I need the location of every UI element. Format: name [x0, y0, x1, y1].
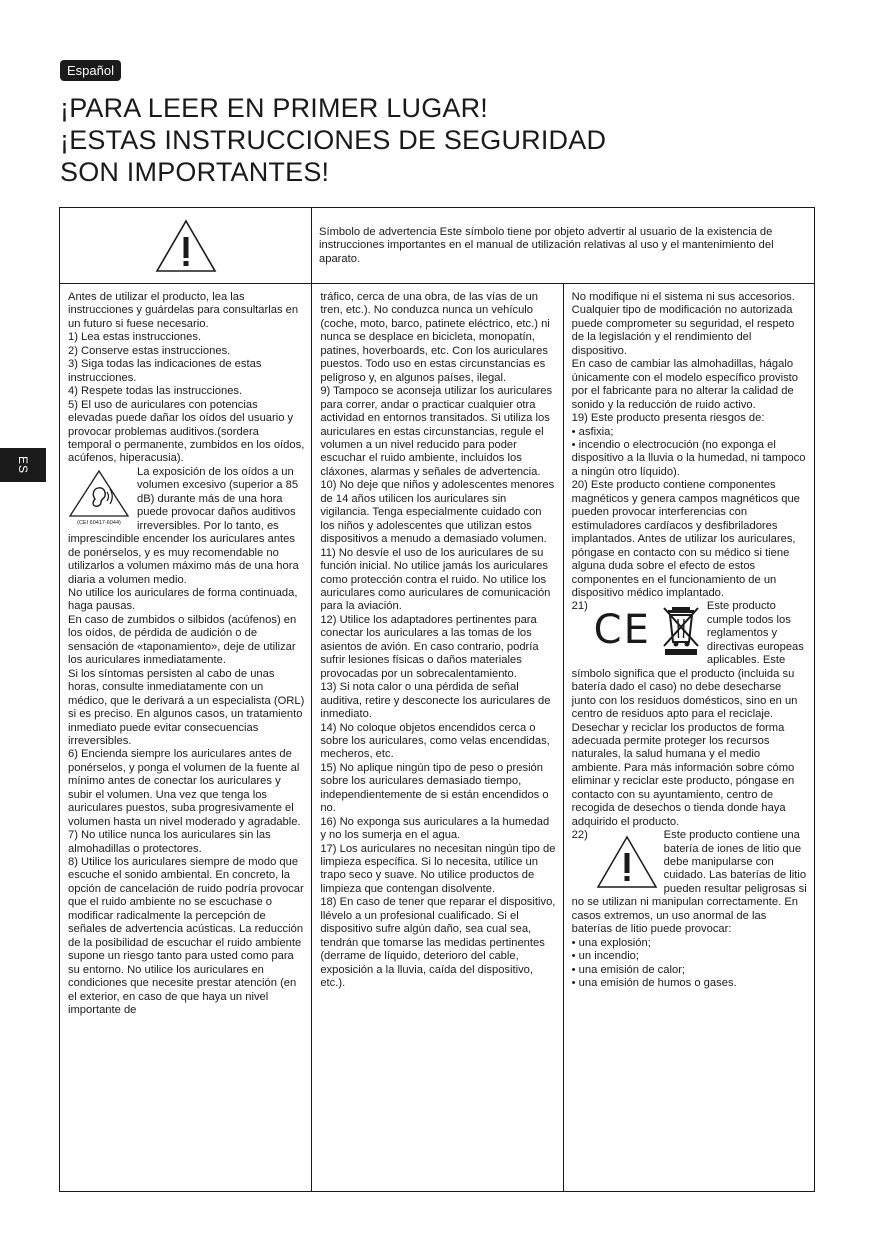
instruction-1: 1) Lea estas instrucciones.: [68, 331, 202, 344]
instruction-22-heat: • una emisión de calor;: [571, 963, 686, 976]
instruction-14: 14) No coloque objetos encendidos cerca o sobre los auriculares, como velas encendidas, mecheros, etc.: [320, 721, 550, 761]
warning-icon-cell: [60, 208, 312, 283]
instruction-22-smoke: • una emisión de humos o gases.: [571, 977, 737, 990]
modification-paragraph: No modifique ni el sistema ni sus accesorios. Cualquier tipo de modificación no autorizada puede comprometer su seguridad, el respeto de la legislación y el rendimiento del dispositivo.: [571, 291, 795, 357]
battery-warning-icon: [596, 835, 658, 893]
title-line-3: SON IMPORTANTES!: [60, 157, 330, 187]
instruction-12: 12) Utilice los adaptadores pertinentes para conectar los auriculares a las tomas de los asientos de avión. En caso contrario, podría sufrir lesiones físicas o daños materiales provocadas por un sobrecalentamiento.: [320, 613, 539, 680]
language-badge: Español: [60, 60, 121, 81]
instruction-20: 20) Este producto contiene componentes magnéticos y genera campos magnéticos que pueden provocar interferencias con estimuladores cardíacos y desfibriladores implantados. Antes de utilizar los auriculares, póngase en contacto con su médico si tiene alguna duda sobre el efecto de estos componentes en el funcionamiento de un dispositivo médico implantado.: [571, 479, 800, 599]
column-3: [563, 284, 814, 1191]
instruction-5-exposure: La exposición de los oídos a un volumen excesivo (superior a 85 dB) durante más de una hora puede provocar daños auditivos irreversibles. Por lo tanto, es imprescindible encender los auriculares antes de ponérselos, y es muy recomendable no utilizarlos a volumen máximo más de una hora diaria a volumen medio.: [68, 465, 299, 586]
instruction-5-pauses: No utilice los auriculares de forma continuada, haga pausas.: [68, 586, 298, 613]
instruction-22-explosion: • una explosión;: [571, 936, 651, 949]
instruction-21: Este producto cumple todos los reglamentos y directivas europeas aplicables. Este símbolo significa que el producto (incluida su batería dado el caso) no debe desecharse junto con los residuos domésticos, sino en un centro de residuos apto para el reciclaje. Desechar y reciclar los productos de forma adecuada permite proteger los recursos naturales, la salud humana y el medio ambiente. Para más información sobre cómo eliminar y reciclar este producto, póngase en contacto con su ayuntamiento, centro de recogida de desechos o tienda donde haya adquirido el producto.: [571, 600, 804, 828]
instruction-3: 3) Siga todas las indicaciones de estas instrucciones.: [68, 358, 262, 384]
instruction-22-fire: • un incendio;: [571, 950, 640, 963]
instruction-19-fire: • incendio o electrocución (no exponga el dispositivo a la lluvia o la humedad, ni tampoco a ningún otro líquido).: [571, 438, 806, 478]
page-title: [60, 92, 606, 188]
instruction-5: 5) El uso de auriculares con potencias elevadas puede dañar los oídos del usuario y provocar problemas auditivos.(sordera temporal o permanente, zumbidos en los oídos, acúfenos, hiperacusia).: [68, 398, 305, 465]
instruction-8: 8) Utilice los auriculares siempre de modo que escuche el sonido ambiental. En concreto, la opción de cancelación de ruido podría provocar que el ruido ambiente no se escuchase o modificar radicalmente la percepción de señales de advertencia acústicas. La reducción de la posibilidad de escuchar el ruido ambiente supone un riesgo tanto para usted como para su entorno. No utilice los auriculares en condiciones que necesite prestar atención (en el exterior, en caso de que haya un nivel importante de: [68, 856, 304, 1017]
instruction-7: 7) No utilice nunca los auriculares sin las almohadillas o protectores.: [68, 829, 271, 855]
instruction-13: 13) Si nota calor o una pérdida de señal auditiva, retire y desconecte los auriculares de inmediato.: [320, 681, 551, 721]
instruction-9: 9) Tampoco se aconseja utilizar los auriculares para correr, andar o practicar cualquier otra actividad en entornos transitados. Si utiliza los auriculares en estas circunstancias, regule el volumen a un nivel reducido para poder escuchar el ruido ambiente, incluidos los cláxones, alarmas y señales de advertencia.: [320, 385, 553, 478]
instruction-19-asphyxia: • asfixia;: [571, 425, 614, 438]
column-2: [311, 284, 562, 1191]
instruction-11: 11) No desvíe el uso de los auriculares de su función inicial. No utilice jamás los auriculares como protección contra el ruido. No utilice los auriculares como auriculares de comunicación para la aviación.: [320, 546, 551, 613]
instruction-16: 16) No exponga sus auriculares a la humedad y no los sumerja en el agua.: [320, 815, 550, 842]
ear-cushion-paragraph: En caso de cambiar las almohadillas, hágalo únicamente con el modelo específico provisto por el fabricante para no alterar la calidad de sonido y la reducción de ruido activo.: [571, 358, 799, 411]
intro-paragraph: Antes de utilizar el producto, lea las instrucciones y guárdelas para consultarlas en un futuro si fuese necesario.: [68, 291, 299, 330]
instruction-21-number: 21): [571, 600, 588, 613]
instruction-18: 18) En caso de tener que reparar el dispositivo, llévelo a un profesional cualificado. Si el dispositivo sufre algún daño, sea cual sea, tendrán que tomarse las medidas pertinentes (derrame de líquido, deterioro del cable, exposición a la lluvia, caída del dispositivo, etc.).: [320, 896, 556, 990]
instruction-17: 17) Los auriculares no necesitan ningún tipo de limpieza específica. Si lo necesita, utilice un trapo seco y suave. No utilice productos de limpieza que contengan disolvente.: [320, 842, 556, 895]
warning-triangle-icon: [154, 218, 218, 274]
instruction-8-continued: tráfico, cerca de una obra, de las vías de un tren, etc.). No conduzca nunca un vehículo (coche, moto, barco, patinete eléctrico, etc.) ni nunca se desplace en bicicleta, monopatín, patines, hoverboards, etc. Con los auriculares puestos. Todo uso en estas circunstancias es peligroso y, en algunos países, ilegal.: [320, 291, 550, 384]
instruction-2: 2) Conserve estas instrucciones.: [68, 344, 231, 357]
instruction-4: 4) Respete todas las instrucciones.: [68, 385, 243, 398]
title-line-2: ¡ESTAS INSTRUCCIONES DE SEGURIDAD: [60, 125, 607, 155]
instruction-10: 10) No deje que niños y adolescentes menores de 14 años utilicen los auriculares sin vigilancia. Tenga especialmente cuidado con los niños y adolescentes que utilizan estos dispositivos a menudo a demasiado volumen.: [320, 479, 555, 546]
instruction-5-symptoms: Si los síntomas persisten al cabo de unas horas, consulte inmediatamente con un médico, que le derivará a un especialista (ORL) si es preciso. En algunos casos, un tratamiento inmediato puede evitar consecuencias irreversibles.: [68, 667, 305, 747]
safety-instructions-columns: [59, 284, 815, 1192]
warning-symbol-box: [59, 207, 815, 284]
instruction-15: 15) No aplique ningún tipo de peso o presión sobre los auriculares demasiado tiempo, independientemente de si están encendidos o no.: [320, 761, 549, 815]
weee-bin-icon: [661, 604, 701, 656]
instruction-22: Este producto contiene una batería de iones de litio que debe manipularse con cuidado. Las baterías de litio pueden resultar peligrosas si no se utilizan ni manipulan correctamente. En casos extremos, un uso anormal de las baterías de litio puede provocar:: [571, 829, 807, 936]
instruction-19: 19) Este producto presenta riesgos de:: [571, 412, 765, 425]
column-1: [60, 284, 311, 1191]
compliance-icons: [594, 604, 701, 656]
warning-symbol-text: Símbolo de advertencia Este símbolo tiene por objeto advertir al usuario de la existencia de instrucciones importantes en el manual de utilización relativas al uso y el mantenimiento del aparato.: [319, 226, 774, 265]
instruction-22-number: 22): [571, 829, 588, 842]
ce-mark-icon: CE: [593, 607, 651, 654]
instruction-6: 6) Encienda siempre los auriculares antes de ponérselos, y ponga el volumen de la fuente al mínimo antes de conectar los auriculares y subir el volumen. Una vez que tenga los auriculares puestos, suba progresivamente el volumen hasta un nivel moderado y agradable.: [68, 748, 301, 828]
instruction-22-block: [572, 829, 808, 937]
hearing-warning-icon: [68, 468, 132, 530]
instruction-5-tinnitus: En caso de zumbidos o silbidos (acúfenos) en los oídos, de pérdida de audición o de sensación de «taponamiento», deje de utilizar los auriculares inmediatamente.: [68, 613, 297, 667]
title-line-1: ¡PARA LEER EN PRIMER LUGAR!: [60, 93, 488, 123]
hearing-icon-caption: (CEI 60417-6044): [77, 519, 121, 526]
language-side-tab: ES: [0, 448, 46, 482]
instruction-21-block: [572, 600, 808, 829]
